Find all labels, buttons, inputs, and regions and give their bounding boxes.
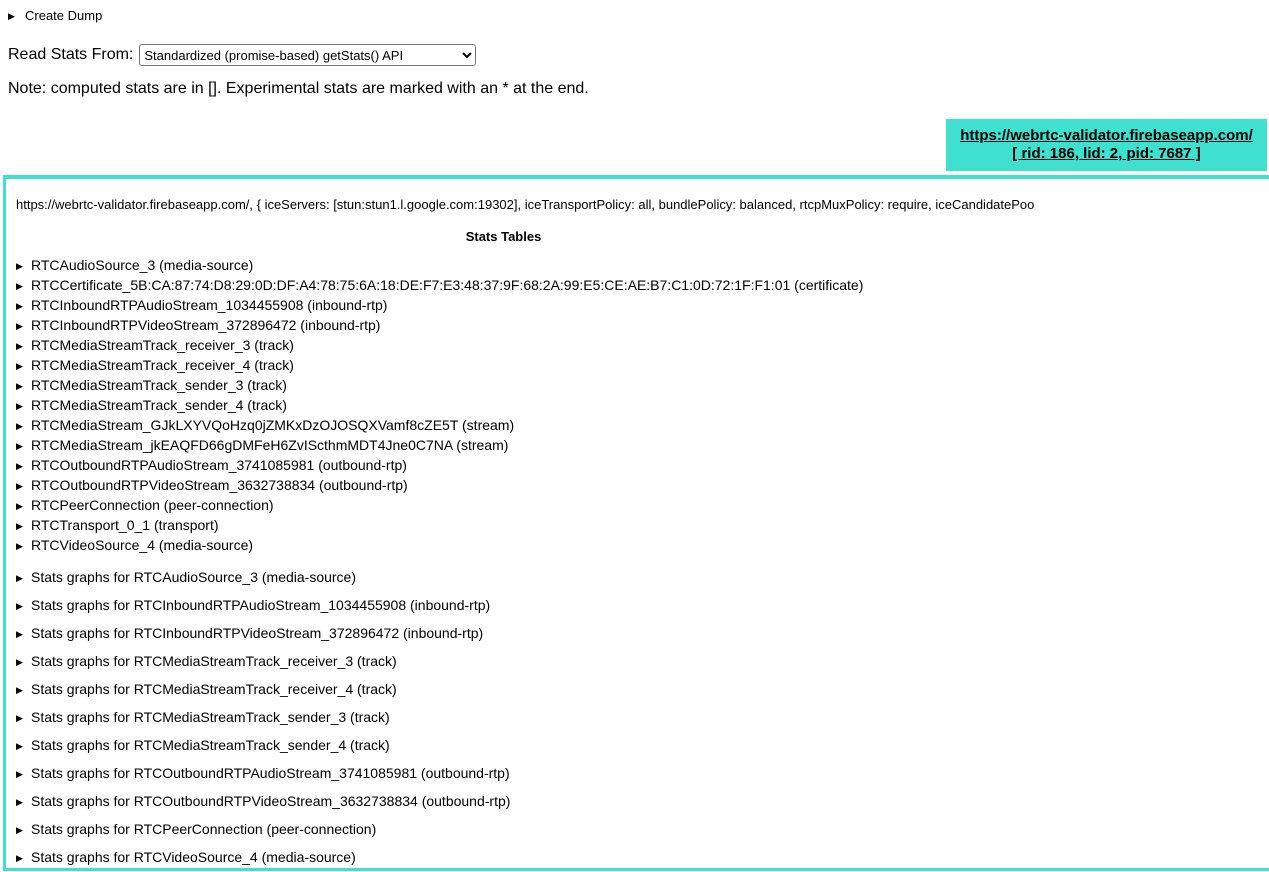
stats-table-item-summary[interactable] [16, 536, 1269, 556]
expand-arrow-icon: ▶ [16, 261, 23, 271]
stats-graph-item-summary[interactable] [16, 568, 1269, 588]
stats-graph-item-summary[interactable] [16, 848, 1269, 868]
stats-graph-item [16, 568, 1269, 588]
stats-graph-item [16, 792, 1269, 812]
expand-arrow-icon: ▶ [16, 541, 23, 551]
expand-arrow-icon: ▶ [16, 797, 23, 807]
stats-table-item-label: RTCTransport_0_1 (transport) [31, 517, 219, 533]
stats-graph-item-summary[interactable] [16, 708, 1269, 728]
read-stats-select[interactable] [139, 44, 476, 66]
expand-arrow-icon: ▶ [16, 741, 23, 751]
expand-arrow-icon: ▶ [16, 713, 23, 723]
stats-table-item-label: RTCInboundRTPVideoStream_372896472 (inbound-rtp) [31, 317, 381, 333]
expand-arrow-icon: ▶ [16, 685, 23, 695]
stats-note: Note: computed stats are in []. Experimental stats are marked with an * at the end. [8, 80, 589, 97]
stats-graph-item-label: Stats graphs for RTCInboundRTPVideoStream_372896472 (inbound-rtp) [31, 625, 484, 641]
expand-arrow-icon: ▶ [16, 825, 23, 835]
stats-table-item [16, 476, 1269, 496]
expand-arrow-icon: ▶ [16, 441, 23, 451]
stats-table-item-label: RTCOutboundRTPVideoStream_3632738834 (outbound-rtp) [31, 477, 408, 493]
stats-table-item-label: RTCMediaStream_GJkLXYVQoHzq0jZMKxDzOJOSQXVamf8cZE5T (stream) [31, 417, 515, 433]
stats-graph-item-summary[interactable] [16, 792, 1269, 812]
stats-graph-item [16, 736, 1269, 756]
stats-graph-item-label: Stats graphs for RTCOutboundRTPVideoStream_3632738834 (outbound-rtp) [31, 793, 511, 809]
expand-arrow-icon: ▶ [16, 853, 23, 863]
stats-table-item [16, 336, 1269, 356]
stats-table-item [16, 396, 1269, 416]
stats-table-item [16, 436, 1269, 456]
expand-arrow-icon: ▶ [16, 381, 23, 391]
expand-arrow-icon: ▶ [16, 629, 23, 639]
expand-arrow-icon: ▶ [16, 501, 23, 511]
stats-table-item-label: RTCMediaStreamTrack_sender_3 (track) [31, 377, 287, 393]
stats-table-item-summary[interactable] [16, 456, 1269, 476]
top-controls [0, 0, 1269, 98]
stats-graph-item-summary[interactable] [16, 764, 1269, 784]
expand-arrow-icon: ▶ [8, 11, 15, 21]
stats-table-item-summary[interactable] [16, 276, 1269, 296]
stats-table-item-label: RTCInboundRTPAudioStream_1034455908 (inbound-rtp) [31, 297, 388, 313]
stats-graph-item [16, 764, 1269, 784]
stats-graph-item-label: Stats graphs for RTCMediaStreamTrack_receiver_3 (track) [31, 653, 397, 669]
expand-arrow-icon: ▶ [16, 601, 23, 611]
stats-graph-item-label: Stats graphs for RTCInboundRTPAudioStream_1034455908 (inbound-rtp) [31, 597, 491, 613]
expand-arrow-icon: ▶ [16, 521, 23, 531]
create-dump-details [8, 8, 1261, 25]
read-stats-label: Read Stats From: [8, 46, 134, 63]
stats-table-item-summary[interactable] [16, 316, 1269, 336]
stats-table-item-summary[interactable] [16, 376, 1269, 396]
expand-arrow-icon: ▶ [16, 341, 23, 351]
expand-arrow-icon: ▶ [16, 361, 23, 371]
stats-graph-item-label: Stats graphs for RTCMediaStreamTrack_sender_3 (track) [31, 709, 390, 725]
stats-table-item-label: RTCMediaStreamTrack_receiver_4 (track) [31, 357, 294, 373]
stats-table-item-summary[interactable] [16, 496, 1269, 516]
stats-table-item [16, 376, 1269, 396]
stats-graph-item-summary[interactable] [16, 680, 1269, 700]
stats-graph-item-summary[interactable] [16, 624, 1269, 644]
expand-arrow-icon: ▶ [16, 281, 23, 291]
expand-arrow-icon: ▶ [16, 301, 23, 311]
stats-table-item [16, 296, 1269, 316]
stats-graph-item [16, 652, 1269, 672]
stats-graph-item-summary[interactable] [16, 736, 1269, 756]
stats-table-item-summary[interactable] [16, 296, 1269, 316]
stats-table-item-summary[interactable] [16, 256, 1269, 276]
expand-arrow-icon: ▶ [16, 573, 23, 583]
stats-table-item-summary[interactable] [16, 416, 1269, 436]
stats-graph-item-summary[interactable] [16, 652, 1269, 672]
stats-graph-item-summary[interactable] [16, 820, 1269, 840]
stats-table-item [16, 276, 1269, 296]
expand-arrow-icon: ▶ [16, 421, 23, 431]
stats-table-item [16, 536, 1269, 556]
stats-graph-item [16, 624, 1269, 644]
stats-graph-item-label: Stats graphs for RTCPeerConnection (peer-connection) [31, 821, 377, 837]
stats-graph-item-label: Stats graphs for RTCAudioSource_3 (media-source) [31, 569, 357, 585]
expand-arrow-icon: ▶ [16, 657, 23, 667]
stats-table-item-label: RTCMediaStream_jkEAQFD66gDMFeH6ZvIScthmMDT4Jne0C7NA (stream) [31, 437, 509, 453]
stats-table-item-summary[interactable] [16, 476, 1269, 496]
tab-ids: [ rid: 186, lid: 2, pid: 7687 ] [1012, 145, 1201, 162]
stats-table-item [16, 316, 1269, 336]
stats-graph-item [16, 596, 1269, 616]
stats-graph-item [16, 680, 1269, 700]
expand-arrow-icon: ▶ [16, 401, 23, 411]
stats-table-item-summary[interactable] [16, 356, 1269, 376]
stats-table-item-label: RTCOutboundRTPAudioStream_3741085981 (outbound-rtp) [31, 457, 407, 473]
stats-table-item-summary[interactable] [16, 396, 1269, 416]
create-dump-label: Create Dump [25, 8, 103, 23]
stats-table-item-label: RTCPeerConnection (peer-connection) [31, 497, 274, 513]
peer-connection-tab[interactable] [946, 119, 1267, 171]
tab-head-row [0, 119, 1267, 171]
stats-table-item-label: RTCCertificate_5B:CA:87:74:D8:29:0D:DF:A4:78:75:6A:18:DE:F7:E3:48:37:9F:68:2A:99:E5:CE:AE:B7:C1:0D:72:1F:F1:01 (certificate) [31, 277, 864, 293]
expand-arrow-icon: ▶ [16, 461, 23, 471]
stats-table-item [16, 356, 1269, 376]
stats-tables-list [16, 256, 1269, 556]
stats-table-item-summary[interactable] [16, 436, 1269, 456]
stats-table-item-label: RTCMediaStreamTrack_sender_4 (track) [31, 397, 287, 413]
stats-graph-item [16, 848, 1269, 868]
peer-connection-panel [3, 175, 1269, 871]
stats-table-item [16, 496, 1269, 516]
stats-table-item-summary[interactable] [16, 516, 1269, 536]
peer-connection-section [0, 119, 1269, 871]
expand-arrow-icon: ▶ [16, 481, 23, 491]
stats-graph-item [16, 820, 1269, 840]
stats-table-item-label: RTCMediaStreamTrack_receiver_3 (track) [31, 337, 294, 353]
tab-url: https://webrtc-validator.firebaseapp.com/ [960, 127, 1253, 144]
stats-graph-item [16, 708, 1269, 728]
stats-graphs-list [16, 568, 1269, 868]
stats-table-item-label: RTCAudioSource_3 (media-source) [31, 257, 254, 273]
stats-table-item [16, 416, 1269, 436]
stats-graph-item-label: Stats graphs for RTCMediaStreamTrack_receiver_4 (track) [31, 681, 397, 697]
stats-graph-item-label: Stats graphs for RTCOutboundRTPAudioStream_3741085981 (outbound-rtp) [31, 765, 510, 781]
stats-tables-heading: Stats Tables [465, 229, 542, 244]
stats-graph-item-summary[interactable] [16, 596, 1269, 616]
stats-table-item-label: RTCVideoSource_4 (media-source) [31, 537, 254, 553]
stats-table-item [16, 456, 1269, 476]
stats-table-item [16, 516, 1269, 536]
expand-arrow-icon: ▶ [16, 769, 23, 779]
stats-graph-item-label: Stats graphs for RTCVideoSource_4 (media-source) [31, 849, 356, 865]
expand-arrow-icon: ▶ [16, 321, 23, 331]
stats-table-item-summary[interactable] [16, 336, 1269, 356]
create-dump-summary[interactable] [8, 8, 1261, 25]
stats-table-item [16, 256, 1269, 276]
connection-description: https://webrtc-validator.firebaseapp.com/, { iceServers: [stun:stun1.l.google.com:19302], iceTransportPolicy: all, bundlePolicy: balanced, rtcpMuxPolicy: require, iceCandidatePoo [16, 197, 1035, 212]
stats-graph-item-label: Stats graphs for RTCMediaStreamTrack_sender_4 (track) [31, 737, 390, 753]
